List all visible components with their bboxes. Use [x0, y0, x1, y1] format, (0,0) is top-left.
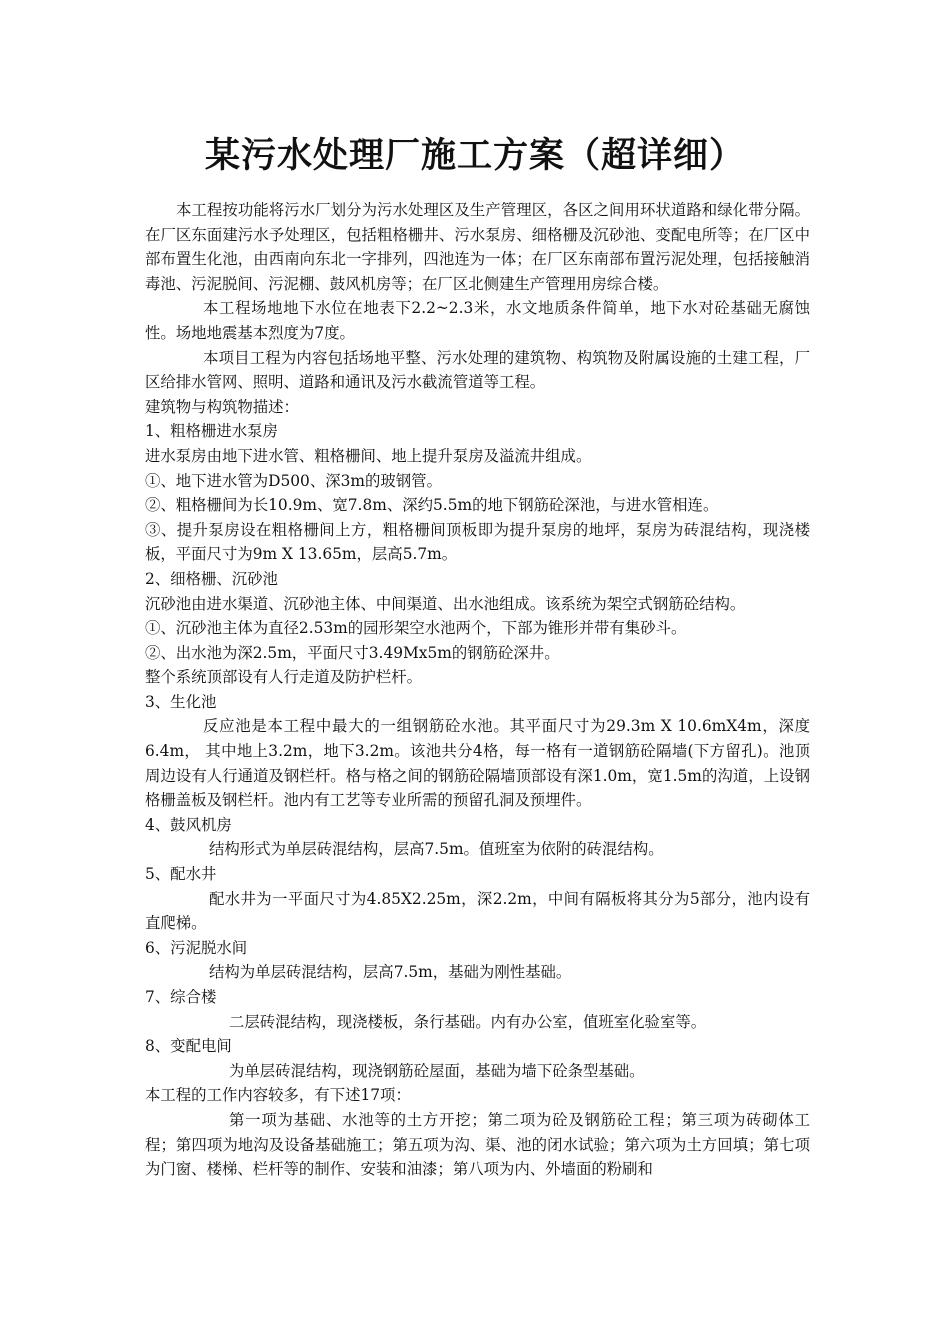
- list-item: ①、地下进水管为D500、深3m的玻钢管。: [145, 471, 442, 490]
- list-item: ②、粗格栅间为长10.9m、宽7.8m、深约5.5m的地下钢筋砼深池，与进水管相连。: [145, 496, 719, 515]
- section-heading-8: 8、变配电间: [145, 1037, 232, 1056]
- section-heading-3: 3、生化池: [145, 692, 217, 711]
- list-item: ①、沉砂池主体为直径2.53m的园形架空水池两个，下部为锥形并带有集砂斗。: [145, 619, 687, 638]
- paragraph-overview: 本工程按功能将污水厂划分为污水处理区及生产管理区，各区之间用环状道路和绿化带分隔。在厂区东面建污水予处理区，包括粗格栅井、污水泵房、细格栅及沉砂池、变配电所等；在厂区中部布置生化池，由西南向东北一字排列，四池连为一体；在厂区东南部布置污泥处理，包括接触消毒池、污泥脱间、污泥棚、鼓风机房等；在厂区北侧建生产管理用房综合楼。: [145, 201, 810, 293]
- section-heading-4: 4、鼓风机房: [145, 815, 232, 834]
- paragraph: 第一项为基础、水池等的土方开挖；第二项为砼及钢筋砼工程；第三项为砖砌体工程；第四项为地沟及设备基础施工；第五项为沟、渠、池的闭水试验；第六项为土方回填；第七项为门窗、楼梯、栏杆等的制作、安装和油漆；第八项为内、外墙面的粉刷和: [145, 1110, 810, 1179]
- section-heading-6: 6、污泥脱水间: [145, 938, 248, 957]
- paragraph-scope: 本项目工程为内容包括场地平整、污水处理的建筑物、构筑物及附属设施的土建工程，厂区给排水管网、照明、道路和通讯及污水截流管道等工程。: [145, 348, 810, 392]
- section-heading-1: 1、粗格栅进水泵房: [145, 422, 278, 441]
- paragraph: 结构为单层砖混结构，层高7.5m，基础为刚性基础。: [209, 963, 572, 982]
- section-heading-7: 7、综合楼: [145, 988, 217, 1006]
- paragraph: 配水井为一平面尺寸为4.85X2.25m，深2.2m，中间有隔板将其分为5部分，池内设有直爬梯。: [145, 889, 810, 933]
- paragraph: 为单层砖混结构，现浇钢筋砼屋面，基础为墙下砼条型基础。: [229, 1061, 645, 1080]
- document-body: [145, 198, 810, 1182]
- paragraph-groundwater: 本工程场地地下水位在地表下2.2~2.3米，水文地质条件简单，地下水对砼基础无腐蚀性。场地地震基本烈度为7度。: [145, 299, 810, 342]
- section-heading-2: 2、细格栅、沉砂池: [145, 569, 278, 588]
- paragraph-structures-heading: 建筑物与构筑物描述：: [145, 397, 299, 416]
- section-heading-5: 5、配水井: [145, 865, 217, 884]
- paragraph: 整个系统顶部设有人行走道及防护栏杆。: [145, 668, 423, 687]
- document-title: 某污水处理厂施工方案（超详细）: [204, 135, 745, 176]
- list-item: ②、出水池为深2.5m，平面尺寸3.49Mx5m的钢筋砼深井。: [145, 643, 560, 662]
- paragraph: 本工程的工作内容较多，有下述17项：: [145, 1086, 411, 1105]
- paragraph: 反应池是本工程中最大的一组钢筋砼水池。其平面尺寸为29.3m X 10.6mX4m，深度6.4m， 其中地上3.2m，地下3.2m。该池共分4格，每一格有一道钢筋砼隔墙(下方留孔)。池顶周边设有人行通道及钢栏杆。格与格之间的钢筋砼隔墙顶部设有深1.0m，宽1.5m的沟道，上设钢格栅盖板及钢栏杆。池内有工艺等专业所需的预留孔洞及预埋件。: [145, 717, 810, 810]
- paragraph: 进水泵房由地下进水管、粗格栅间、地上提升泵房及溢流井组成。: [145, 446, 592, 465]
- list-item: ③、提升泵房设在粗格栅间上方，粗格栅间顶板即为提升泵房的地坪，泵房为砖混结构，现浇楼板，平面尺寸为9m X 13.65m，层高5.7m。: [145, 520, 810, 564]
- paragraph: 结构形式为单层砖混结构，层高7.5m。值班室为依附的砖混结构。: [209, 840, 664, 859]
- paragraph: 沉砂池由进水渠道、沉砂池主体、中间渠道、出水池组成。该系统为架空式钢筋砼结构。: [145, 594, 746, 613]
- paragraph: 二层砖混结构，现浇楼板，条行基础。内有办公室，值班室化验室等。: [229, 1012, 707, 1031]
